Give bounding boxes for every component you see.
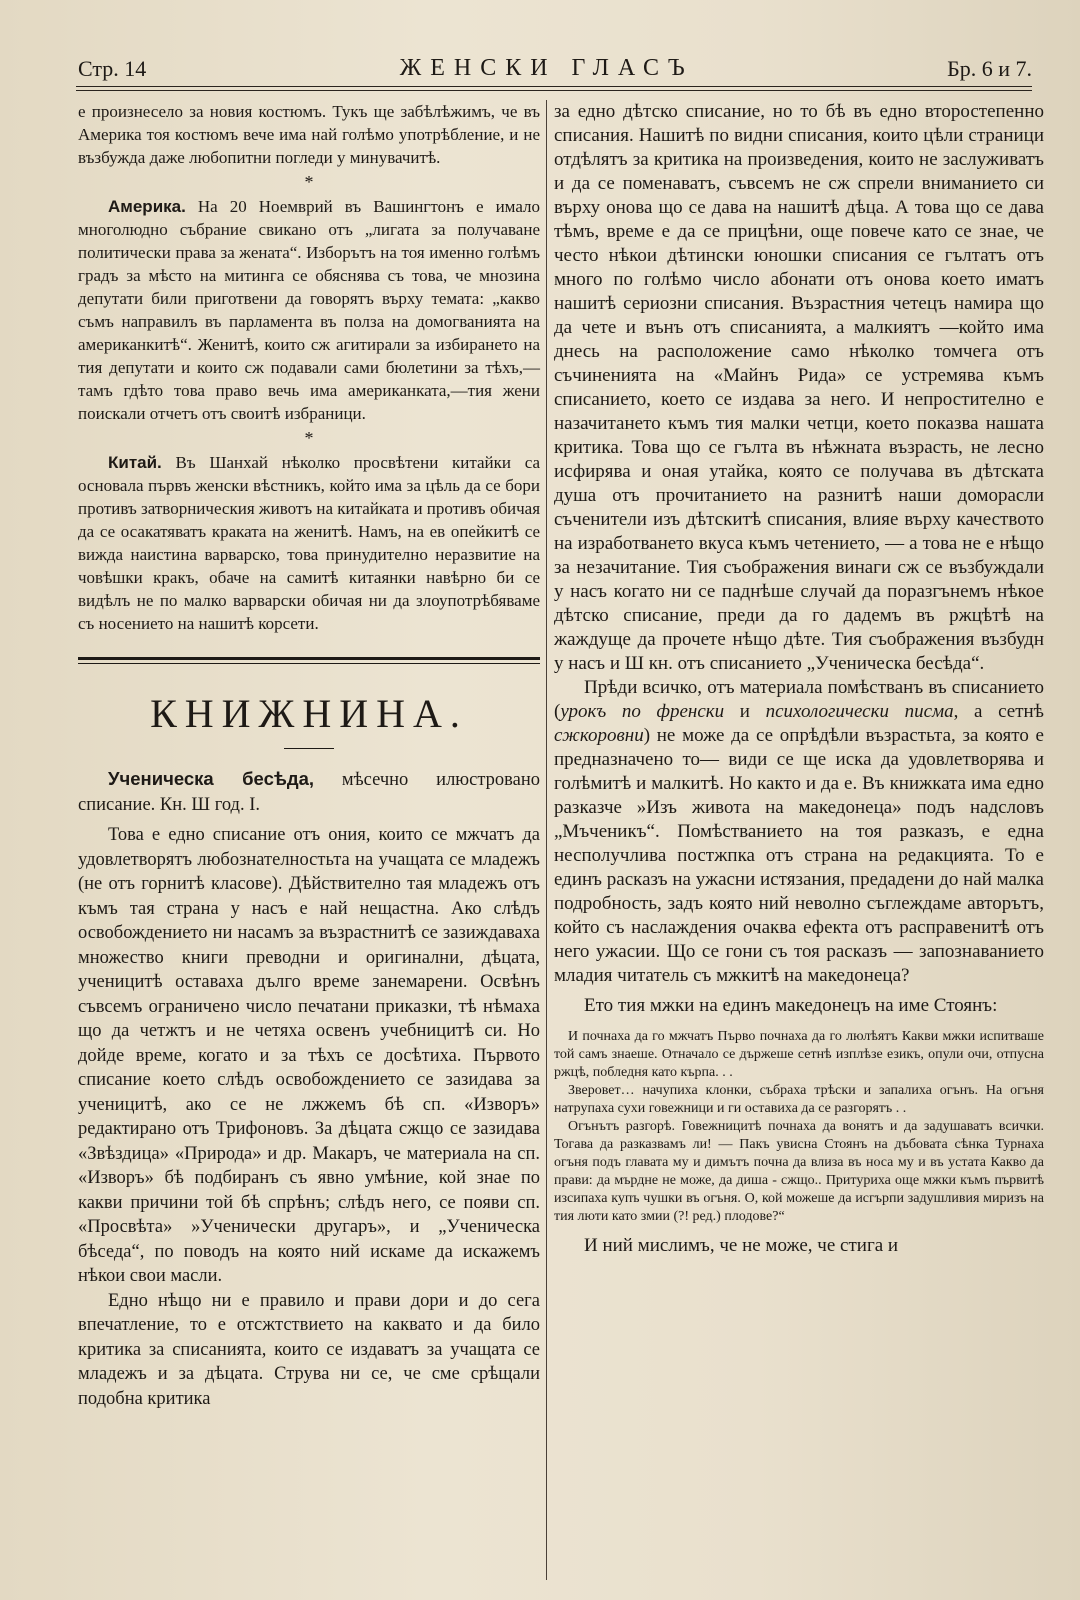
review-meta: мѣсечно илюстровано списание. Кн. Ш год. I. xyxy=(78,770,540,815)
masthead-title: ЖЕНСКИ ГЛАСЪ xyxy=(399,55,694,81)
review-paragraph-3: за едно дѣтско списание, но то бѣ въ едно второстепенно списания. Нашитѣ по видни списания, които цѣли страници отдѣлятъ за критика на произведения, които не заслуживатъ и да се поменаватъ, съвсемъ не сж спрели вниманието си върху онова що се дава на нашитѣ дѣца. А това що се дава тѣмъ, време е да се прицѣни, още повече като се знае, че често нѣкои дѣтински юношки списания се гълтатъ отъ много по голѣмо число абонати отъ онова което иматъ нашитѣ сериозни списания. Възрастния четецъ намира що да чете и вънъ отъ списанията, а малкиятъ —който има днесь на расположение само нѣколко томчега отъ съчиненията на «Майнъ Рида» се устремява къмъ списанието, което се издава за него. И непростително е назачитането къмъ тия малки четци, което показва нашата критика. Това що се гълта въ нѣжната възрасть, не лесно исфирява и оная утайка, която се получава въ дѣтската душа отъ прочитанието на разнитѣ наши доморасли съченители изъ дѣтскитѣ списания, влияе върху качеството на изработването вкуса къмъ четението, — а това не е нѣщо за незачитание. Тия съображения винаги сж се възбуждали у насъ когато ни се паднѣше случай да поразгънемъ нѣкое дѣтско списание, преди да го дадемъ въ ржцѣтѣ на жаждуще да прочете нѣщо дѣте. Тия съображения възбудн у насъ и Ш кн. отъ списанието „Ученическа бесѣда“. xyxy=(554,101,1044,674)
separator-star: * xyxy=(304,428,314,448)
text-fragment: , а сетнѣ xyxy=(953,701,1044,722)
text-fragment: ) не може да се опрѣдѣли възрастьта, за която е предназначено то— види се ще иска да удовлетворява и голѣмитѣ и малкитѣ. Но както и да е. Въ книжката има едно разказче »Изъ живота на македонеца» подъ надсловъ „Мъченикъ“. Помѣстванието на тоя разказъ, е една несполучлива постжпка отъ страна на редакцията. То е единъ расказъ на ужасни истязания, предадени до най малка подробность, задъ която ний неволно съглеждаме авторътъ, който съ наслаждения очаква ефекта отъ расправенитѣ отъ него ужасии. Що се гони съ тоя расказъ — запознаванието младия читатель съ мжкитѣ на македонеца? xyxy=(554,725,1044,986)
china-news xyxy=(78,451,540,635)
page-number: Стр. 14 xyxy=(78,56,147,81)
review-heading xyxy=(78,767,540,817)
china-heading: Китай. xyxy=(108,453,162,472)
review-paragraph-4 xyxy=(554,676,1044,988)
italic-fragment: психологически писма xyxy=(765,701,954,722)
quote-paragraph-1: И почнаха да го мжчатъ Първо почнаха да го люлѣятъ Какви мжки испитваше той самъ знаеше. Отначало се държеше сетнѣ изплѣзе езикъ, опули очи, отпусна ржцѣ, побледня като кърпа. . . xyxy=(554,1029,1044,1080)
issue-number: Бр. 6 и 7. xyxy=(947,56,1032,81)
italic-fragment: урокъ по френски xyxy=(560,701,725,722)
italic-fragment: сжкоровни xyxy=(554,725,644,746)
text-fragment: Прѣди всичко, отъ материала помѣстванъ въ списанието ( xyxy=(554,677,1044,722)
review-paragraph-5: Ето тия мжки на единъ македонецъ на име Стоянъ: xyxy=(584,995,998,1016)
text-fragment: и xyxy=(724,701,766,722)
right-column xyxy=(554,100,1044,1258)
page-header xyxy=(78,48,1032,82)
section-rule xyxy=(78,657,540,664)
quote-paragraph-2: Зверовет… начупиха клонки, събраха трѣски и запалиха огънъ. На огъня натрупаха сухи говежници и ги оставиха да се разгорятъ . . xyxy=(554,1083,1044,1116)
header-rule-bottom xyxy=(76,90,1032,91)
america-news xyxy=(78,195,540,425)
left-column xyxy=(78,100,540,1411)
china-text: Въ Шанхай нѣколко просвѣтени китайки са основала първъ женски вѣстникъ, който има за цѣль да се бори противъ затворническия животъ на китайката и противъ обичая да се осакатяватъ краката на женитѣ. Намъ, на ев опейкитѣ се вижда наистина варварско, това принудително неразвитие на човѣшки кракъ, обаче на самитѣ китаянки навѣрно би се видѣлъ не по малко варварски обичая ни да злоупотрѣбяваме съ носението на нашитѣ корсети. xyxy=(78,453,541,633)
review-paragraph-6: И ний мислимъ, че не може, че стига и xyxy=(584,1235,899,1256)
review-journal-title: Ученическа бесѣда, xyxy=(108,768,315,789)
column-divider xyxy=(546,100,547,1580)
section-title-underline xyxy=(284,748,334,749)
quote-paragraph-3: Огънътъ разгорѣ. Говежницитѣ почнаха да вонятъ и да задушаватъ всички. Тогава да разказвамъ ли! — Пакъ увисна Стоянъ на дъбовата сѣнка Турнаха огъня подъ главата му и димътъ почна да влиза въ носа му и въ устата Какво да прави: да мърдне не може, да диша - сжщо.. Притуриха още мжки къмъ първитѣ изсипаха купъ чушки въ огъня. О, кой можеше да исгърпи задушливия миризъ на тия люти като змии (?! ред.) плодове?“ xyxy=(554,1119,1044,1224)
header-rule-top xyxy=(76,86,1032,87)
review-paragraph-2: Едно нѣщо ни е правило и прави дори и до сега впечатление, то е отсжтствието на каквато и да било критика за списанията, които се издаватъ за учащата се младежъ и за дѣцата. Струва ни се, че сме срѣщали подобна критика xyxy=(78,1290,540,1409)
costume-paragraph-end: е произнесело за новия костюмъ. Тукъ ще забѣлѣжимъ, че въ Америка тоя костюмъ вече има най голѣмо употрѣбление, и не възбужда даже любопитни погледи у минувачитѣ. xyxy=(78,102,540,167)
section-title: КНИЖНИНА. xyxy=(150,691,468,736)
america-heading: Америка. xyxy=(108,197,186,216)
america-text: На 20 Ноемврий въ Вашингтонъ е имало многолюдно събрание свикано отъ „лигата за получаване политически права за жената“. Изборътъ на тоя именно голѣмъ градъ за мѣсто на митинга се обяснява съ това, че мнозина депутати били приготвени да говорятъ върху темата: „какво съмъ направилъ въ парламента въ полза на домогванията на американкитѣ“. Женитѣ, които сж агитирали за избирането на тия депутати и които сж подавали сами бюлетини за тѣхъ,—тамъ гдѣто това право вечь има американката,—тия жени поискали отчетъ отъ своитѣ избраници. xyxy=(78,197,541,423)
separator-star: * xyxy=(304,172,314,192)
review-paragraph-1: Това е едно списание отъ ония, които се мжчатъ да удовлетворятъ любознателностьта на учащата се младежъ (не отъ горнитѣ класове). Дѣйствително тая младежъ отъ къмъ тая страна у насъ е най нещастна. Ако слѣдъ освобождението ни насамъ за възрастнитѣ се зазиждаваха множество книги преводни и оригинални, дѣцата, ученицитѣ оставаха дълго време занемарени. Освѣнъ съвсемъ ограничено число печатани приказки, тѣ нѣмаха що да четжтъ и не четяха освенъ учебницитѣ си. Но дойде време, когато и за тѣхъ се досѣтиха. Първото списание което слѣдъ освобождението се зазидава за ученицитѣ, ако се не лжжемъ бѣ сп. «Изворъ» редактирано отъ Трифоновъ. За дѣцата сжщо се зазидава «Звѣздица» «Природа» и др. Макаръ, че материала на сп. «Изворъ» бѣ подбиранъ съ явно умѣние, кой знае по какви причини той бѣ спрѣнъ; слѣдъ него, се появи сп. «Просвѣта» »Ученически другаръ», и „Ученическа бѣседа“, по поводъ на която ний искаме да искажемъ нѣкои свои масли. xyxy=(78,825,540,1286)
